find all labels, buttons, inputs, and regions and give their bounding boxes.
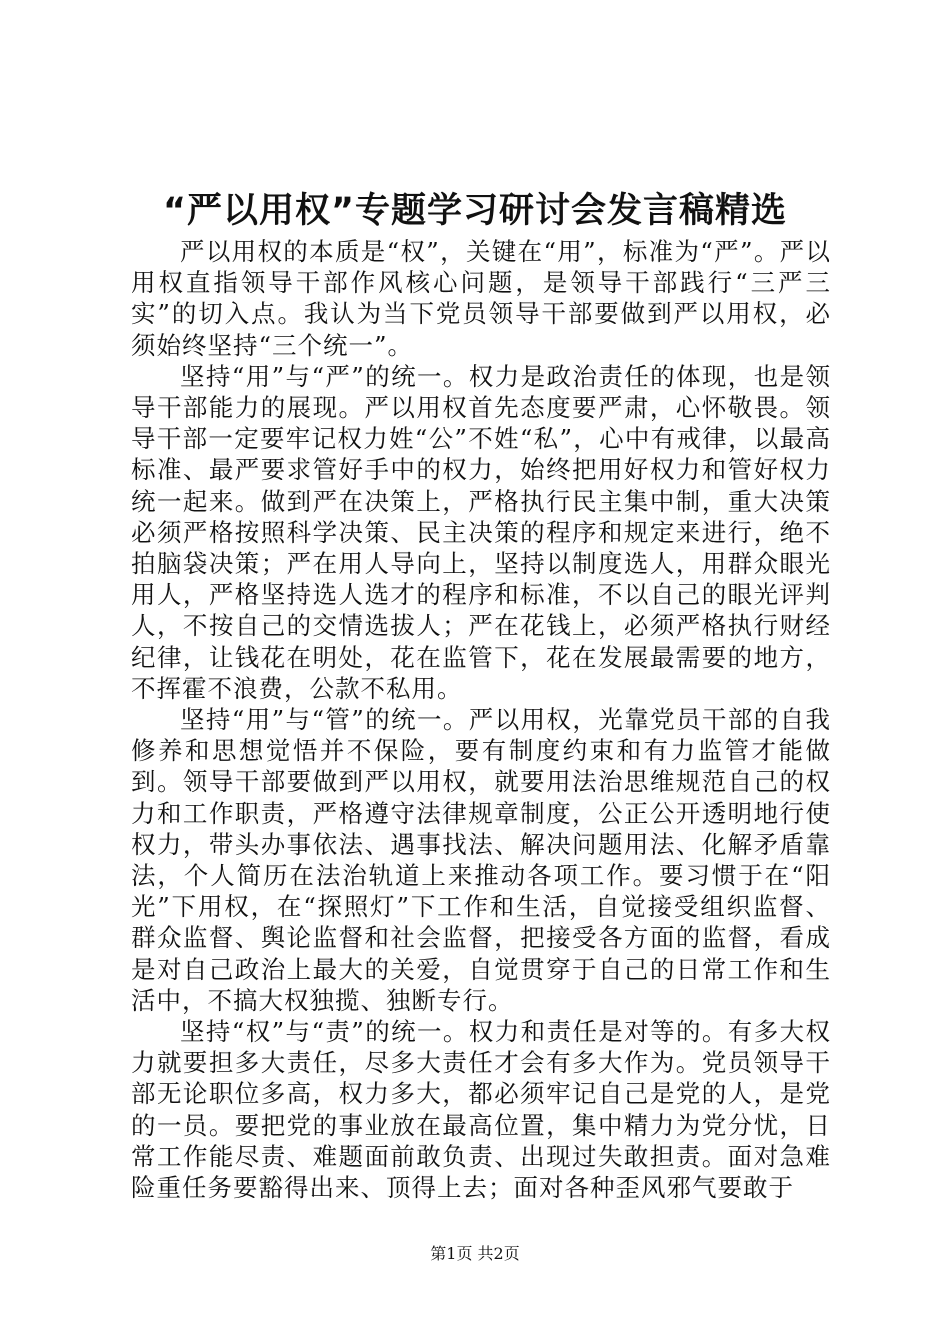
paragraph-use-and-strict: 坚持“用”与“严”的统一。权力是政治责任的体现，也是领导干部能力的展现。严以用权首先态度要严肃，心怀敬畏。领导干部一定要牢记权力姓“公”不姓“私”，心中有戒律，以最高标准、最严要求管好手中的权力，始终把用好权力和管好权力统一起来。做到严在决策上，严格执行民主集中制，重大决策必须严格按照科学决策、民主决策的程序和规定来进行，绝不拍脑袋决策；严在用人导向上，坚持以制度选人，用群众眼光用人，严格坚持选人选才的程序和标准，不以自己的眼光评判人，不按自己的交情选拔人；严在花钱上，必须严格执行财经纪律，让钱花在明处，花在监管下，花在发展最需要的地方，不挥霍不浪费，公款不私用。 bbox=[131, 361, 831, 703]
paragraph-use-and-supervise: 坚持“用”与“管”的统一。严以用权，光靠党员干部的自我修养和思想觉悟并不保险，要有制度约束和有力监管才能做到。领导干部要做到严以用权，就要用法治思维规范自己的权力和工作职责，严格遵守法律规章制度，公正公开透明地行使权力，带头办事依法、遇事找法、解决问题用法、化解矛盾靠法，个人简历在法治轨道上来推动各项工作。要习惯于在“阳光”下用权，在“探照灯”下工作和生活，自觉接受组织监督、群众监督、舆论监督和社会监督，把接受各方面的监督，看成是对自己政治上最大的关爱，自觉贯穿于自己的日常工作和生活中，不搞大权独揽、独断专行。 bbox=[131, 705, 831, 1015]
page-footer: 第1页 共2页 bbox=[430, 1244, 520, 1263]
document-title: “严以用权”专题学习研讨会发言稿精选 bbox=[162, 191, 787, 231]
document-body bbox=[131, 236, 831, 1203]
paragraph-power-and-responsibility: 坚持“权”与“责”的统一。权力和责任是对等的。有多大权力就要担多大责任，尽多大责任才会有多大作为。党员领导干部无论职位多高，权力多大，都必须牢记自己是党的人，是党的一员。要把党的事业放在最高位置，集中精力为党分忧，日常工作能尽责、难题面前敢负责、出现过失敢担责。面对急难险重任务要豁得出来、顶得上去；面对各种歪风邪气要敢于 bbox=[131, 1017, 831, 1203]
paragraph-intro: 严以用权的本质是“权”，关键在“用”，标准为“严”。严以用权直指领导干部作风核心问题，是领导干部践行“三严三实”的切入点。我认为当下党员领导干部要做到严以用权，必须始终坚持“三个统一”。 bbox=[131, 237, 831, 360]
